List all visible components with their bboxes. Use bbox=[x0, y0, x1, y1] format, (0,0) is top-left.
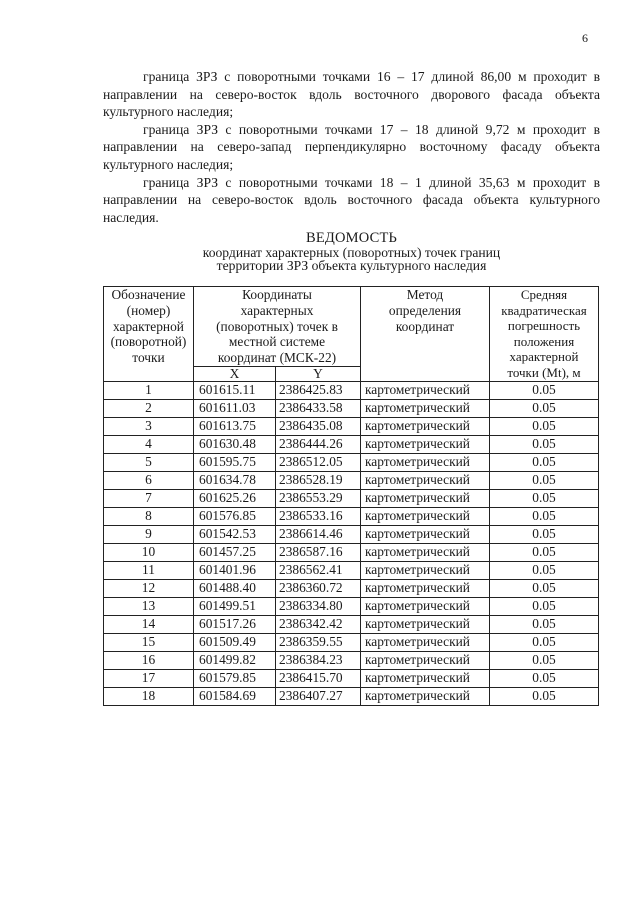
cell-coordinate-y: 2386435.08 bbox=[276, 417, 361, 435]
header-point-number bbox=[104, 287, 194, 382]
header-x: X bbox=[194, 366, 276, 381]
header-line: местной системе bbox=[228, 334, 326, 350]
cell-accuracy: 0.05 bbox=[490, 687, 599, 705]
table-row bbox=[104, 507, 599, 525]
table-row bbox=[104, 669, 599, 687]
cell-coordinate-y: 2386342.42 bbox=[276, 615, 361, 633]
header-line: Средняя bbox=[520, 287, 568, 302]
table-row bbox=[104, 633, 599, 651]
cell-accuracy: 0.05 bbox=[490, 597, 599, 615]
cell-point-number: 5 bbox=[104, 453, 194, 471]
table-row bbox=[104, 489, 599, 507]
cell-point-number: 4 bbox=[104, 435, 194, 453]
cell-coordinate-y: 2386587.16 bbox=[276, 543, 361, 561]
cell-coordinate-y: 2386512.05 bbox=[276, 453, 361, 471]
header-line: характерной bbox=[113, 318, 184, 334]
cell-coordinate-x: 601542.53 bbox=[194, 525, 276, 543]
cell-method: картометрический bbox=[361, 453, 490, 471]
cell-coordinate-x: 601401.96 bbox=[194, 561, 276, 579]
cell-method: картометрический bbox=[361, 597, 490, 615]
cell-coordinate-y: 2386415.70 bbox=[276, 669, 361, 687]
cell-method: картометрический bbox=[361, 507, 490, 525]
cell-point-number: 3 bbox=[104, 417, 194, 435]
table-row bbox=[104, 561, 599, 579]
table-body bbox=[104, 381, 599, 705]
table-row bbox=[104, 543, 599, 561]
table-row bbox=[104, 525, 599, 543]
cell-accuracy: 0.05 bbox=[490, 435, 599, 453]
cell-point-number: 10 bbox=[104, 543, 194, 561]
cell-coordinate-y: 2386562.41 bbox=[276, 561, 361, 579]
cell-coordinate-x: 601509.49 bbox=[194, 633, 276, 651]
header-line: Обозначение bbox=[111, 287, 186, 302]
table-header-row bbox=[104, 287, 599, 367]
cell-point-number: 9 bbox=[104, 525, 194, 543]
header-line: координат bbox=[395, 318, 455, 334]
cell-coordinate-x: 601576.85 bbox=[194, 507, 276, 525]
cell-method: картометрический bbox=[361, 525, 490, 543]
cell-accuracy: 0.05 bbox=[490, 543, 599, 561]
cell-coordinate-y: 2386553.29 bbox=[276, 489, 361, 507]
cell-accuracy: 0.05 bbox=[490, 489, 599, 507]
body-text bbox=[103, 68, 600, 226]
cell-method: картометрический bbox=[361, 687, 490, 705]
cell-method: картометрический bbox=[361, 381, 490, 399]
cell-method: картометрический bbox=[361, 399, 490, 417]
table-row bbox=[104, 435, 599, 453]
cell-coordinate-y: 2386614.46 bbox=[276, 525, 361, 543]
cell-point-number: 17 bbox=[104, 669, 194, 687]
statement-subtitle-line1: координат характерных (поворотных) точек границ bbox=[202, 244, 501, 260]
table-row bbox=[104, 651, 599, 669]
cell-accuracy: 0.05 bbox=[490, 669, 599, 687]
cell-method: картометрический bbox=[361, 435, 490, 453]
statement-heading bbox=[103, 232, 600, 273]
cell-coordinate-y: 2386533.16 bbox=[276, 507, 361, 525]
cell-coordinate-y: 2386528.19 bbox=[276, 471, 361, 489]
cell-accuracy: 0.05 bbox=[490, 381, 599, 399]
header-line: характерной bbox=[509, 349, 579, 365]
cell-coordinate-x: 601595.75 bbox=[194, 453, 276, 471]
header-line: (номер) bbox=[126, 302, 171, 318]
header-line: координат (МСК-22) bbox=[217, 350, 337, 366]
cell-accuracy: 0.05 bbox=[490, 525, 599, 543]
cell-method: картометрический bbox=[361, 651, 490, 669]
header-line: точки bbox=[132, 350, 165, 366]
header-line: Метод bbox=[406, 287, 444, 302]
cell-coordinate-x: 601499.51 bbox=[194, 597, 276, 615]
cell-coordinate-y: 2386433.58 bbox=[276, 399, 361, 417]
paragraph-boundary-16-17: граница ЗРЗ с поворотными точками 16 – 17 длиной 86,00 м проходит в направлении на северо-восток вдоль восточного дворового фасада объекта культурного наследия; bbox=[103, 69, 600, 120]
header-line: характерных bbox=[240, 302, 314, 318]
cell-accuracy: 0.05 bbox=[490, 579, 599, 597]
cell-method: картометрический bbox=[361, 633, 490, 651]
table-row bbox=[104, 381, 599, 399]
header-coordinates bbox=[194, 287, 361, 367]
page-number: 6 bbox=[582, 31, 588, 45]
cell-coordinate-x: 601625.26 bbox=[194, 489, 276, 507]
cell-accuracy: 0.05 bbox=[490, 399, 599, 417]
cell-accuracy: 0.05 bbox=[490, 471, 599, 489]
table-row bbox=[104, 417, 599, 435]
cell-point-number: 1 bbox=[104, 381, 194, 399]
cell-accuracy: 0.05 bbox=[490, 417, 599, 435]
header-line: Координаты bbox=[242, 287, 312, 302]
header-line: погрешность bbox=[507, 318, 581, 334]
cell-point-number: 13 bbox=[104, 597, 194, 615]
cell-method: картометрический bbox=[361, 489, 490, 507]
cell-point-number: 11 bbox=[104, 561, 194, 579]
cell-method: картометрический bbox=[361, 561, 490, 579]
cell-accuracy: 0.05 bbox=[490, 633, 599, 651]
table-row bbox=[104, 579, 599, 597]
cell-coordinate-x: 601611.03 bbox=[194, 399, 276, 417]
cell-method: картометрический bbox=[361, 615, 490, 633]
paragraph-boundary-17-18: граница ЗРЗ с поворотными точками 17 – 18 длиной 9,72 м проходит в направлении на северо-запад перпендикулярно восточному фасаду объекта культурного наследия; bbox=[103, 121, 600, 172]
cell-coordinate-y: 2386384.23 bbox=[276, 651, 361, 669]
cell-coordinate-y: 2386359.55 bbox=[276, 633, 361, 651]
cell-accuracy: 0.05 bbox=[490, 651, 599, 669]
cell-point-number: 18 bbox=[104, 687, 194, 705]
table-row bbox=[104, 615, 599, 633]
cell-method: картометрический bbox=[361, 579, 490, 597]
cell-point-number: 14 bbox=[104, 615, 194, 633]
table-row bbox=[104, 399, 599, 417]
cell-coordinate-x: 601517.26 bbox=[194, 615, 276, 633]
cell-coordinate-x: 601488.40 bbox=[194, 579, 276, 597]
header-line: (поворотных) точек в bbox=[216, 318, 338, 334]
cell-coordinate-y: 2386425.83 bbox=[276, 381, 361, 399]
cell-coordinate-x: 601630.48 bbox=[194, 435, 276, 453]
cell-coordinate-x: 601613.75 bbox=[194, 417, 276, 435]
cell-coordinate-x: 601457.25 bbox=[194, 543, 276, 561]
cell-point-number: 8 bbox=[104, 507, 194, 525]
table-row bbox=[104, 471, 599, 489]
cell-point-number: 7 bbox=[104, 489, 194, 507]
cell-accuracy: 0.05 bbox=[490, 615, 599, 633]
cell-point-number: 16 bbox=[104, 651, 194, 669]
cell-point-number: 6 bbox=[104, 471, 194, 489]
header-line: определения bbox=[388, 302, 462, 318]
header-line: квадратическая bbox=[501, 302, 587, 318]
header-y: Y bbox=[276, 366, 361, 381]
header-line: (поворотной) bbox=[110, 334, 187, 350]
table-row bbox=[104, 687, 599, 705]
cell-point-number: 2 bbox=[104, 399, 194, 417]
header-line: положения bbox=[513, 333, 575, 349]
cell-coordinate-x: 601579.85 bbox=[194, 669, 276, 687]
header-line: точки (Mt), м bbox=[507, 364, 581, 380]
paragraph-boundary-18-1: граница ЗРЗ с поворотными точками 18 – 1 длиной 35,63 м проходит в направлении на северо-восток вдоль восточного фасада объекта культурного наследия. bbox=[103, 174, 600, 225]
header-accuracy bbox=[490, 287, 599, 382]
cell-accuracy: 0.05 bbox=[490, 507, 599, 525]
table-row bbox=[104, 453, 599, 471]
cell-method: картометрический bbox=[361, 543, 490, 561]
cell-coordinate-y: 2386444.26 bbox=[276, 435, 361, 453]
cell-coordinate-x: 601499.82 bbox=[194, 651, 276, 669]
cell-coordinate-y: 2386360.72 bbox=[276, 579, 361, 597]
cell-point-number: 12 bbox=[104, 579, 194, 597]
cell-coordinate-x: 601615.11 bbox=[194, 381, 276, 399]
cell-method: картометрический bbox=[361, 669, 490, 687]
cell-accuracy: 0.05 bbox=[490, 561, 599, 579]
header-method bbox=[361, 287, 490, 382]
cell-coordinate-x: 601634.78 bbox=[194, 471, 276, 489]
table-row bbox=[104, 597, 599, 615]
cell-method: картометрический bbox=[361, 417, 490, 435]
cell-coordinate-y: 2386407.27 bbox=[276, 687, 361, 705]
cell-coordinate-y: 2386334.80 bbox=[276, 597, 361, 615]
cell-accuracy: 0.05 bbox=[490, 453, 599, 471]
cell-coordinate-x: 601584.69 bbox=[194, 687, 276, 705]
cell-method: картометрический bbox=[361, 471, 490, 489]
statement-subtitle-line2: территории ЗРЗ объекта культурного наследия bbox=[216, 258, 487, 274]
cell-point-number: 15 bbox=[104, 633, 194, 651]
coordinates-table bbox=[103, 286, 599, 706]
statement-title: ВЕДОМОСТЬ bbox=[305, 230, 398, 246]
